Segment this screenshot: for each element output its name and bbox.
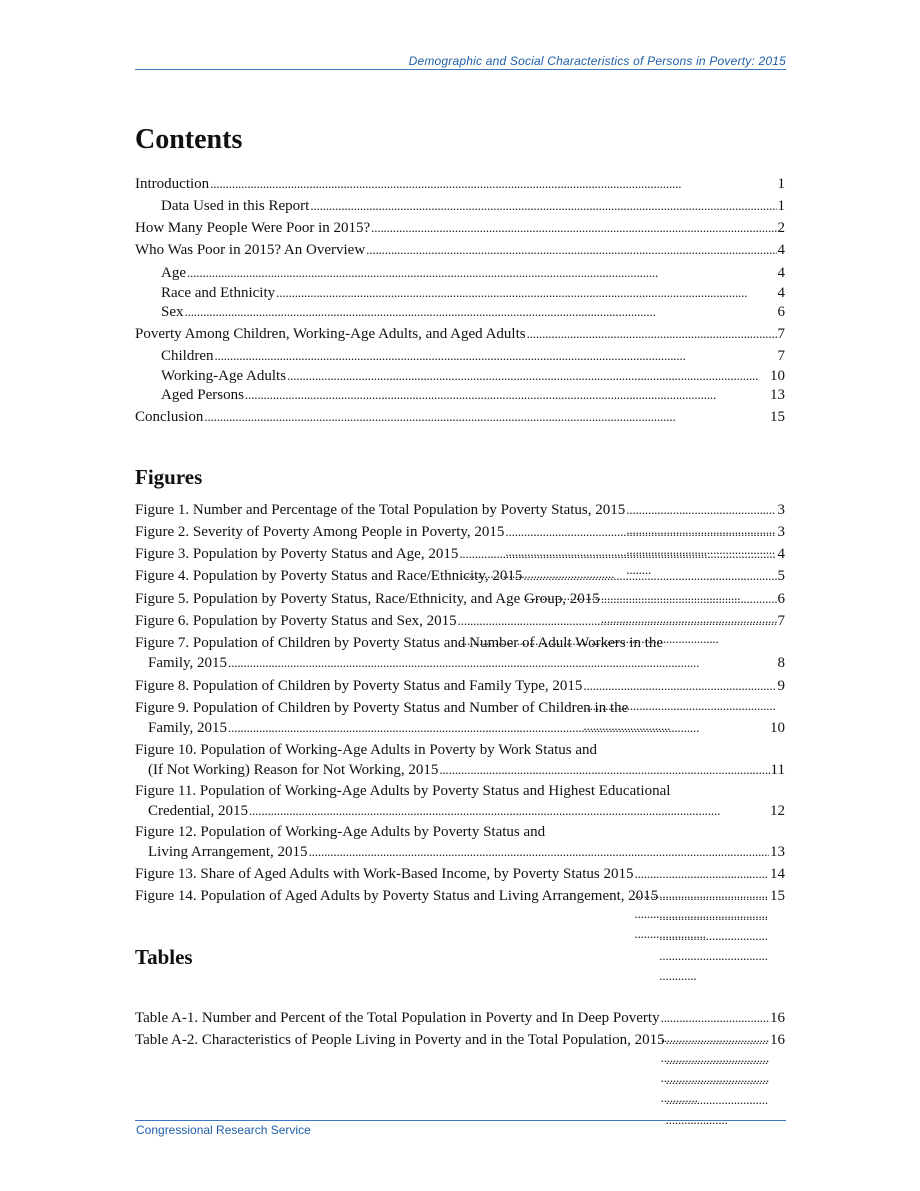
figure-entry-label: Figure 10. Population of Working-Age Adults in Poverty by Work Status and [135, 742, 598, 758]
figure-entry-label-cont: Credential, 2015 [148, 803, 248, 819]
figure-entry-page: 8 [777, 655, 785, 671]
leader-dots [371, 218, 776, 238]
table-entry[interactable] [135, 1030, 785, 1130]
figure-entry-label: Figure 8. Population of Children by Poverty Status and Family Type, 2015 [135, 678, 583, 694]
figure-entry-page: 15 [770, 888, 785, 904]
leader-dots [366, 240, 776, 260]
toc-entry[interactable] [135, 174, 785, 194]
tables-heading: Tables [135, 945, 193, 969]
leader-dots [439, 760, 769, 780]
toc-entry[interactable] [135, 240, 785, 260]
toc-entry[interactable] [161, 263, 785, 283]
table-entry-page: 16 [770, 1032, 785, 1048]
figure-entry-page: 14 [770, 866, 785, 882]
figure-entry-page: 7 [777, 613, 785, 629]
leader-dots [249, 801, 769, 821]
toc-entry[interactable] [161, 196, 785, 216]
leader-dots [185, 302, 777, 322]
figure-entry-label: Figure 4. Population by Poverty Status and Race/Ethnicity, 2015 [135, 568, 523, 584]
toc-entry-page: 4 [777, 285, 785, 301]
table-entry-label: Table A-1. Number and Percent of the Total Population in Poverty and In Deep Poverty [135, 1010, 660, 1026]
figure-entry-label: Figure 13. Share of Aged Adults with Work-Based Income, by Poverty Status 2015 [135, 866, 634, 882]
figure-entry-page: 9 [777, 678, 785, 694]
figure-entry-page: 11 [770, 762, 785, 778]
figure-entry-page: 3 [777, 524, 785, 540]
leader-dots [204, 407, 769, 427]
toc-entry-page: 2 [777, 220, 785, 236]
figure-entry-page: 6 [777, 591, 785, 607]
toc-entry-label: How Many People Were Poor in 2015? [135, 220, 371, 236]
leader-dots [245, 385, 769, 405]
leader-dots [228, 718, 769, 738]
toc-entry-page: 10 [770, 368, 785, 384]
running-header: Demographic and Social Characteristics of Persons in Poverty: 2015 [408, 54, 786, 68]
leader-dots [276, 283, 776, 303]
toc-entry[interactable] [161, 366, 785, 386]
table-entry-label: Table A-2. Characteristics of People Living in Poverty and in the Total Population, 2015 [135, 1032, 665, 1048]
figure-entry-label: Figure 9. Population of Children by Poverty Status and Number of Children in the [135, 700, 629, 716]
toc-entry-label: Race and Ethnicity [161, 285, 276, 301]
contents-heading: Contents [135, 124, 243, 155]
toc-entry[interactable] [135, 324, 785, 344]
figure-entry-page: 5 [777, 568, 785, 584]
toc-entry-page: 4 [777, 265, 785, 281]
figure-entry-label: Figure 2. Severity of Poverty Among People in Poverty, 2015 [135, 524, 505, 540]
figure-entry-page: 10 [770, 720, 785, 736]
leader-dots [527, 324, 777, 344]
figure-entry-label: Figure 11. Population of Working-Age Adults by Poverty Status and Highest Educational [135, 783, 671, 799]
figure-entry[interactable] [135, 886, 785, 986]
table-entry-page: 16 [770, 1010, 785, 1026]
figure-entry-label-cont: Family, 2015 [148, 655, 228, 671]
figure-entry[interactable] [135, 822, 785, 862]
figure-entry-label: Figure 3. Population by Poverty Status and Age, 2015 [135, 546, 459, 562]
header-rule [135, 69, 786, 70]
toc-entry-label: Who Was Poor in 2015? An Overview [135, 242, 366, 258]
toc-entry[interactable] [161, 385, 785, 405]
toc-entry-label: Data Used in this Report [161, 198, 310, 214]
toc-entry[interactable] [135, 218, 785, 238]
toc-entry-page: 1 [777, 198, 785, 214]
figure-entry-label: Figure 12. Population of Working-Age Adults by Poverty Status and [135, 824, 546, 840]
toc-entry-label: Working-Age Adults [161, 368, 287, 384]
leader-dots [228, 653, 776, 673]
leader-dots [187, 263, 777, 283]
toc-entry-page: 13 [770, 387, 785, 403]
toc-entry-page: 6 [777, 304, 785, 320]
toc-entry[interactable] [161, 302, 785, 322]
figure-entry-label: Figure 6. Population by Poverty Status and Sex, 2015 [135, 613, 457, 629]
figure-entry-label: Figure 14. Population of Aged Adults by Poverty Status and Living Arrangement, 2015 [135, 888, 659, 904]
leader-dots [210, 174, 776, 194]
toc-entry-label: Sex [161, 304, 184, 320]
figure-entry-label-cont: (If Not Working) Reason for Not Working, 2015 [148, 762, 439, 778]
toc-entry-label: Conclusion [135, 409, 204, 425]
running-footer: Congressional Research Service [136, 1123, 311, 1137]
leader-dots [309, 842, 769, 862]
toc-entry-page: 15 [770, 409, 785, 425]
leader-dots [287, 366, 769, 386]
figure-entry-label: Figure 5. Population by Poverty Status, Race/Ethnicity, and Age Group, 2015 [135, 591, 600, 607]
figure-entry[interactable] [135, 781, 785, 821]
figure-entry-page: 13 [770, 844, 785, 860]
figure-entry-page: 4 [777, 546, 785, 562]
figure-entry[interactable] [135, 740, 785, 780]
toc-entry[interactable] [161, 283, 785, 303]
toc-entry-label: Introduction [135, 176, 210, 192]
toc-entry-label: Poverty Among Children, Working-Age Adults, and Aged Adults [135, 326, 526, 342]
toc-entry-label: Age [161, 265, 186, 281]
leader-dots [215, 346, 777, 366]
toc-entry[interactable] [135, 407, 785, 427]
figure-entry-label-cont: Family, 2015 [148, 720, 228, 736]
toc-entry-label: Children [161, 348, 214, 364]
toc-entry-label: Aged Persons [161, 387, 244, 403]
figures-heading: Figures [135, 465, 203, 489]
figure-entry[interactable] [135, 633, 785, 673]
figure-entry-page: 12 [770, 803, 785, 819]
leader-dots [310, 196, 776, 216]
leader-dots [659, 886, 769, 986]
figure-entry-label-cont: Living Arrangement, 2015 [148, 844, 308, 860]
footer-rule [135, 1120, 786, 1121]
toc-entry-page: 7 [777, 348, 785, 364]
figure-entry-page: 3 [777, 502, 785, 518]
figure-entry[interactable] [135, 698, 785, 738]
figure-entry-label: Figure 1. Number and Percentage of the Total Population by Poverty Status, 2015 [135, 502, 626, 518]
toc-entry[interactable] [161, 346, 785, 366]
toc-entry-page: 7 [777, 326, 785, 342]
figure-entry-label: Figure 7. Population of Children by Poverty Status and Number of Adult Workers in the [135, 635, 664, 651]
leader-dots [666, 1030, 769, 1130]
toc-entry-page: 4 [777, 242, 785, 258]
toc-entry-page: 1 [777, 176, 785, 192]
